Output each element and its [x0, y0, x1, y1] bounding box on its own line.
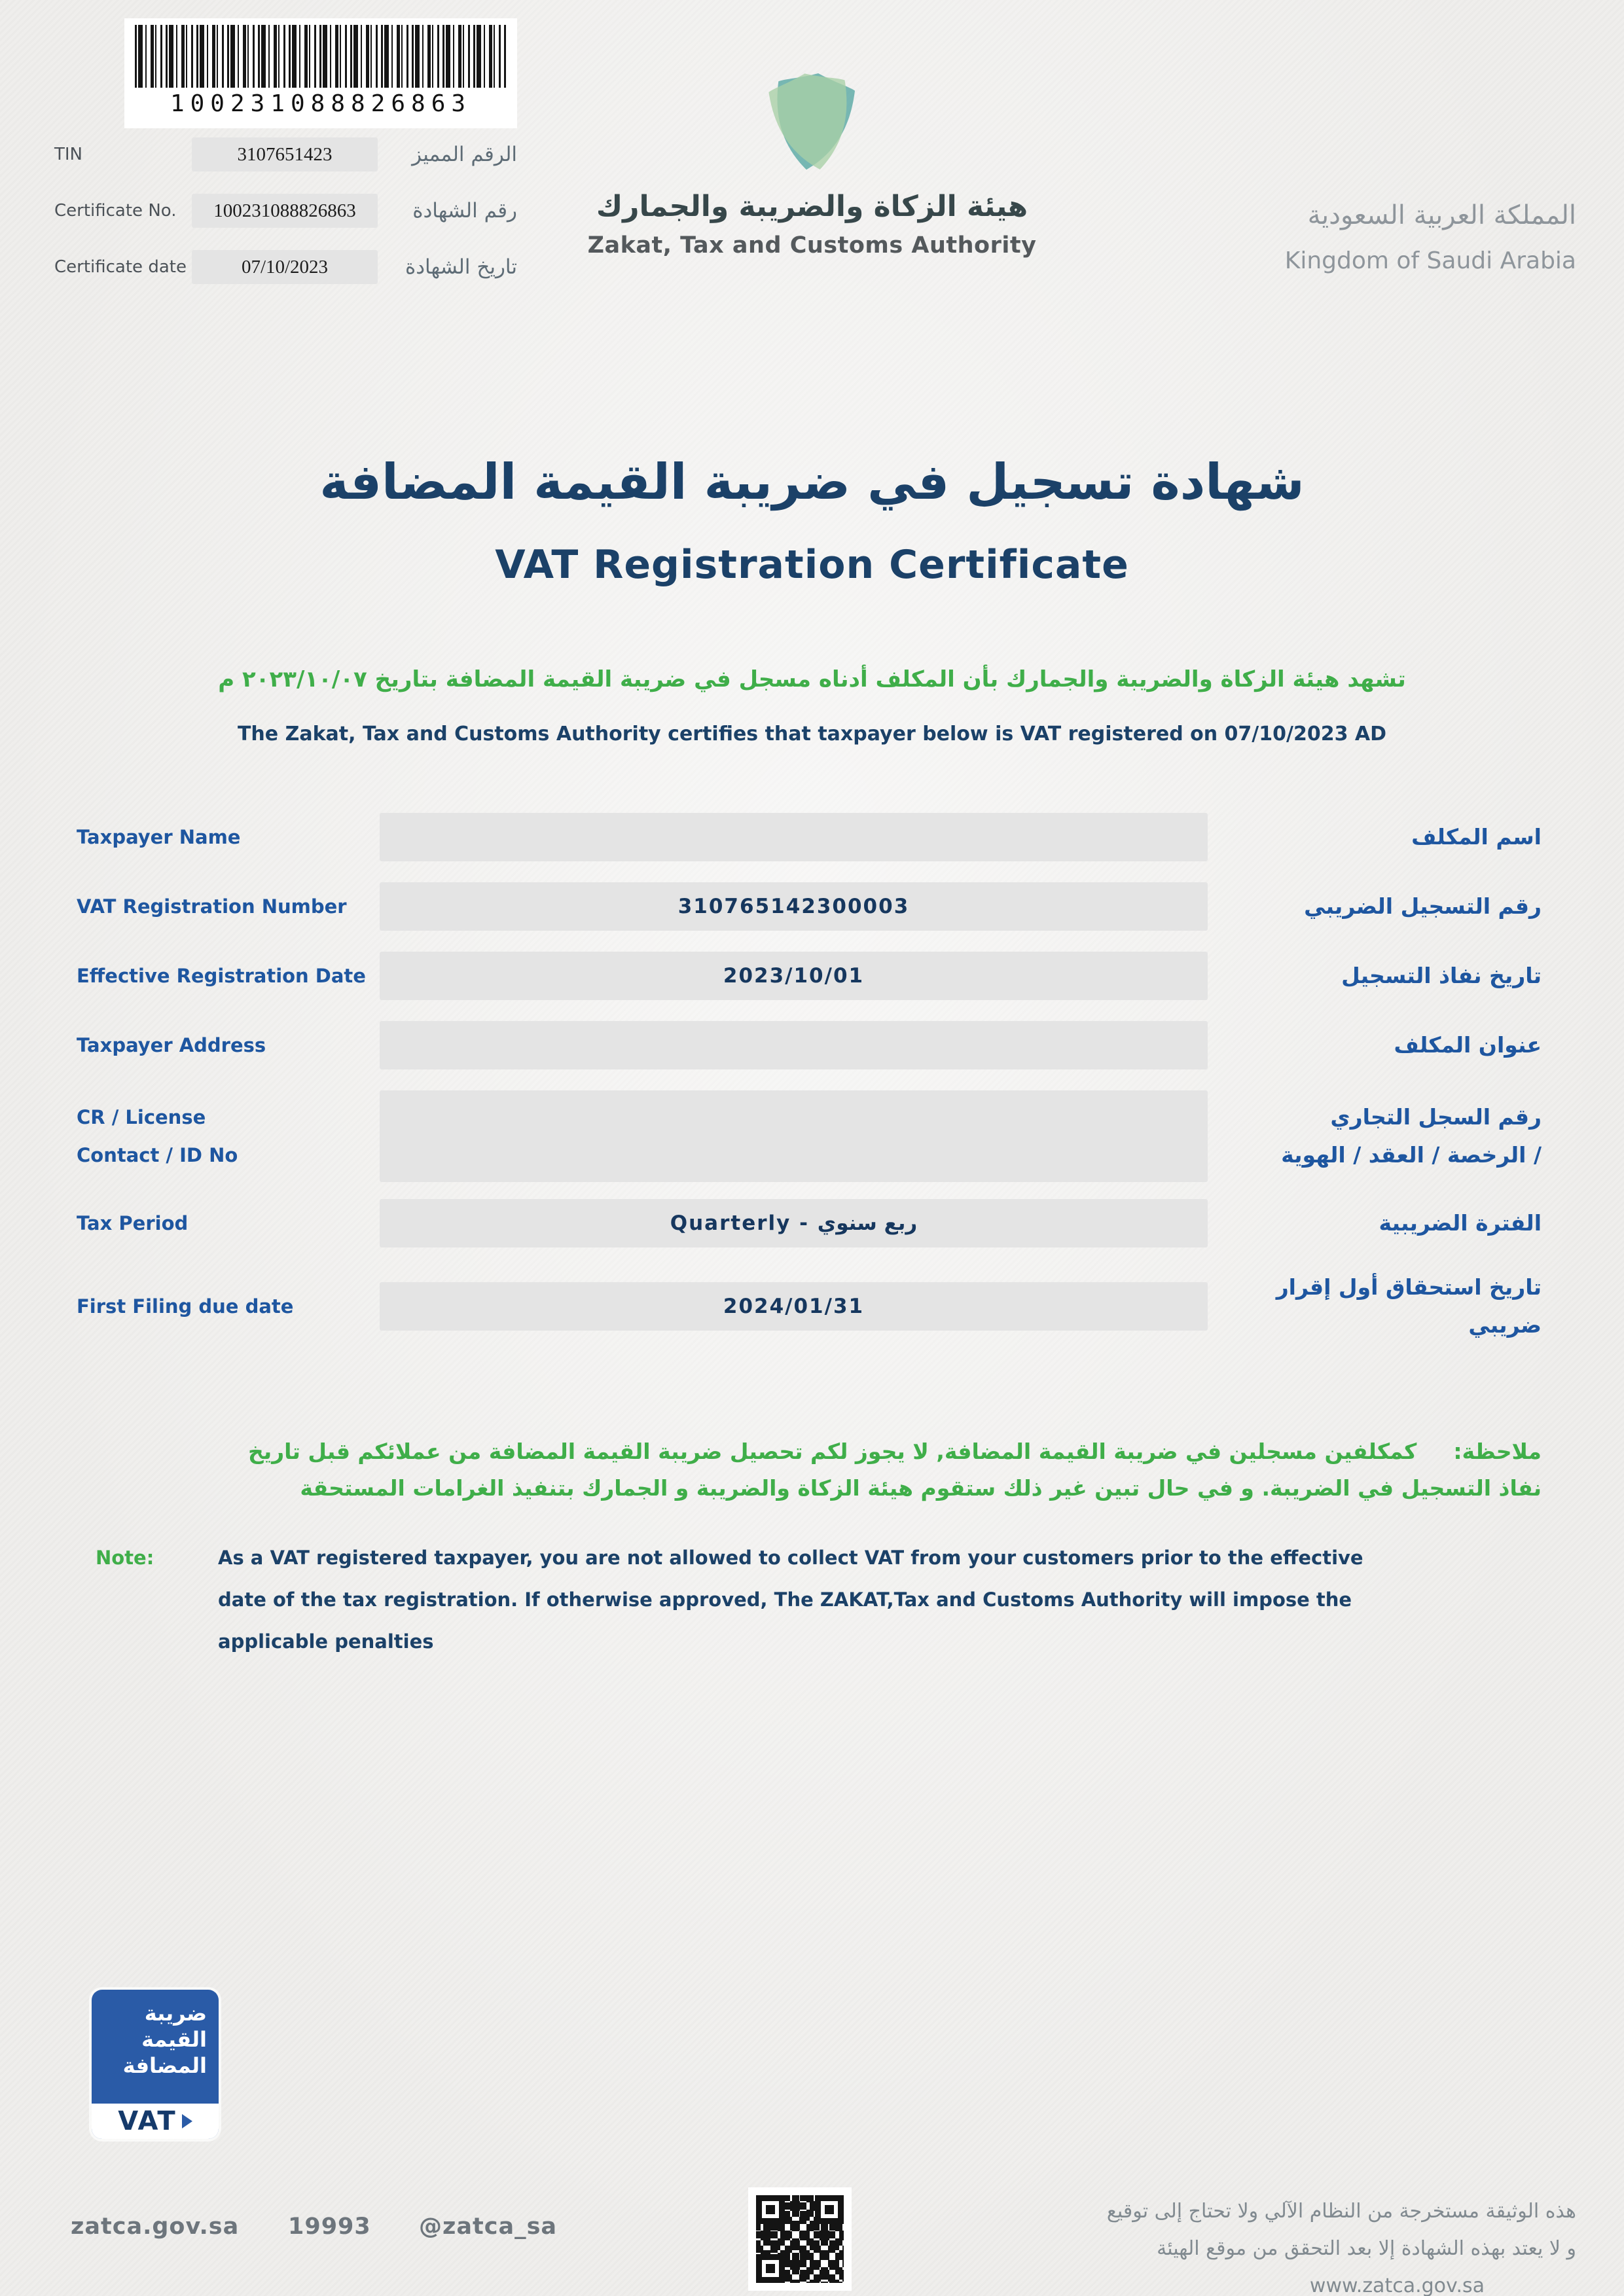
row-label-ar: رقم السجل التجاري / الرخصة / العقد / الهوية: [1281, 1104, 1542, 1168]
info-row-certificate-date: [54, 250, 517, 284]
row-label-en: VAT Registration Number: [77, 895, 347, 918]
note-arabic: [209, 1433, 1542, 1507]
info-row-tin: [54, 137, 517, 171]
note-text-ar: كمكلفين مسجلين في ضريبة القيمة المضافة, لا يجوز لكم تحصيل ضريبة القيمة المضافة من عملائكم قبل تاريخ نفاذ التسجيل في الضريبة. و في حال تبين غير ذلك ستقوم هيئة الزكاة والضريبة و الجمارك بتنفيذ الغرامات المستحقة: [247, 1439, 1542, 1501]
tin-label-ar: الرقم المميز: [412, 143, 517, 166]
disclaimer-line-2: و لا يعتد بهذه الشهادة إلا بعد التحقق من موقع الهيئة: [1157, 2237, 1576, 2260]
authority-logo-block: [518, 65, 1107, 259]
row-label-ar: اسم المكلف: [1411, 824, 1542, 850]
row-value-field: [380, 813, 1208, 861]
qr-finder-icon: [756, 2254, 785, 2283]
barcode-bars-icon: [135, 25, 507, 88]
note-english: [96, 1537, 1379, 1662]
row-label-en: Tax Period: [77, 1212, 189, 1234]
row-first-filing-due-date: [77, 1268, 1542, 1344]
footer-disclaimer: [1107, 2193, 1576, 2296]
row-label-en: CR / License Contact / ID No: [77, 1106, 238, 1166]
row-value-field: [380, 1090, 1208, 1182]
certificate-info-rows: [54, 137, 517, 306]
row-cr-license: [77, 1090, 1542, 1182]
row-label-ar: تاريخ نفاذ التسجيل: [1341, 963, 1542, 988]
row-label-en: Effective Registration Date: [77, 965, 366, 987]
title-arabic: شهادة تسجيل في ضريبة القيمة المضافة: [319, 453, 1305, 511]
kingdom-block: [1285, 200, 1576, 274]
barcode-number: 100231088826863: [170, 90, 472, 117]
row-vat-registration-number: [77, 882, 1542, 931]
barcode: [124, 18, 517, 128]
vat-logo: [92, 1990, 219, 2139]
note-label-en: Note:: [96, 1547, 154, 1569]
row-value-field: 310765142300003: [380, 882, 1208, 931]
qr-code: [748, 2187, 852, 2291]
disclaimer-url: www.zatca.gov.sa: [1309, 2274, 1485, 2296]
certificate-date-label-ar: تاريخ الشهادة: [405, 255, 517, 279]
row-tax-period: [77, 1199, 1542, 1247]
certificate-no-label-en: Certificate No.: [54, 201, 177, 221]
zatca-emblem-icon: [757, 65, 867, 179]
tin-value: 3107651423: [192, 137, 378, 171]
vat-triangle-icon: [182, 2114, 192, 2128]
row-label-ar: رقم التسجيل الضريبي: [1304, 893, 1542, 919]
kingdom-name-english: Kingdom of Saudi Arabia: [1284, 247, 1576, 274]
certification-statement: [0, 666, 1624, 745]
row-effective-registration-date: [77, 952, 1542, 1000]
footer-website: zatca.gov.sa: [71, 2214, 240, 2240]
row-label-en: Taxpayer Name: [77, 826, 241, 848]
note-label-ar: ملاحظة:: [1453, 1439, 1542, 1464]
certificate-date-label-en: Certificate date: [54, 257, 187, 277]
row-value-field: [380, 1021, 1208, 1069]
qr-finder-icon: [756, 2195, 785, 2224]
registration-details-table: [0, 813, 1624, 1365]
authority-name-arabic: هيئة الزكاة والضريبة والجمارك: [596, 190, 1028, 223]
row-label-ar: الفترة الضريبية: [1379, 1210, 1542, 1236]
footer-phone: 19993: [288, 2214, 371, 2240]
row-taxpayer-name: [77, 813, 1542, 861]
title-english: VAT Registration Certificate: [495, 542, 1129, 588]
certificate-no-label-ar: رقم الشهادة: [412, 199, 517, 223]
certificate-date-value: 07/10/2023: [192, 250, 378, 284]
row-label-en: Taxpayer Address: [77, 1034, 266, 1056]
certification-english: The Zakat, Tax and Customs Authority certifies that taxpayer below is VAT registered on 07/10/2023 AD: [237, 723, 1387, 745]
row-label-ar: عنوان المكلف: [1394, 1032, 1542, 1058]
row-value-field: 2024/01/31: [380, 1282, 1208, 1331]
qr-finder-icon: [815, 2195, 844, 2224]
certification-arabic: تشهد هيئة الزكاة والضريبة والجمارك بأن المكلف أدناه مسجل في ضريبة القيمة المضافة بتاريخ ٢٠٢٣/١٠/٠٧ م: [218, 666, 1406, 692]
row-value-field: 2023/10/01: [380, 952, 1208, 1000]
certificate-no-value: 100231088826863: [192, 194, 378, 228]
document-title: [0, 453, 1624, 588]
footer-social-handle: @zatca_sa: [419, 2214, 558, 2240]
note-text-en: As a VAT registered taxpayer, you are not allowed to collect VAT from your customers prior to the effective date of the tax registration. If otherwise approved, The ZAKAT,Tax and Customs Authority will impose the applicable penalties: [218, 1547, 1363, 1653]
vat-logo-band: [92, 2104, 219, 2139]
disclaimer-line-1: هذه الوثيقة مستخرجة من النظام الآلي ولا تحتاج إلى توقيع: [1106, 2200, 1576, 2223]
row-taxpayer-address: [77, 1021, 1542, 1069]
kingdom-name-arabic: المملكة العربية السعودية: [1307, 200, 1576, 230]
authority-name-english: Zakat, Tax and Customs Authority: [587, 232, 1037, 259]
vat-logo-text: VAT: [118, 2106, 177, 2136]
row-value-field: Quarterly - ربع سنوي: [380, 1199, 1208, 1247]
tin-label-en: TIN: [54, 145, 82, 164]
info-row-certificate-no: [54, 194, 517, 228]
vat-logo-arabic-text: ضريبة القيمة المضافة: [122, 2001, 207, 2078]
row-label-ar: تاريخ استحقاق أول إقرار ضريبي: [1276, 1274, 1542, 1338]
row-label-en: First Filing due date: [77, 1295, 294, 1318]
